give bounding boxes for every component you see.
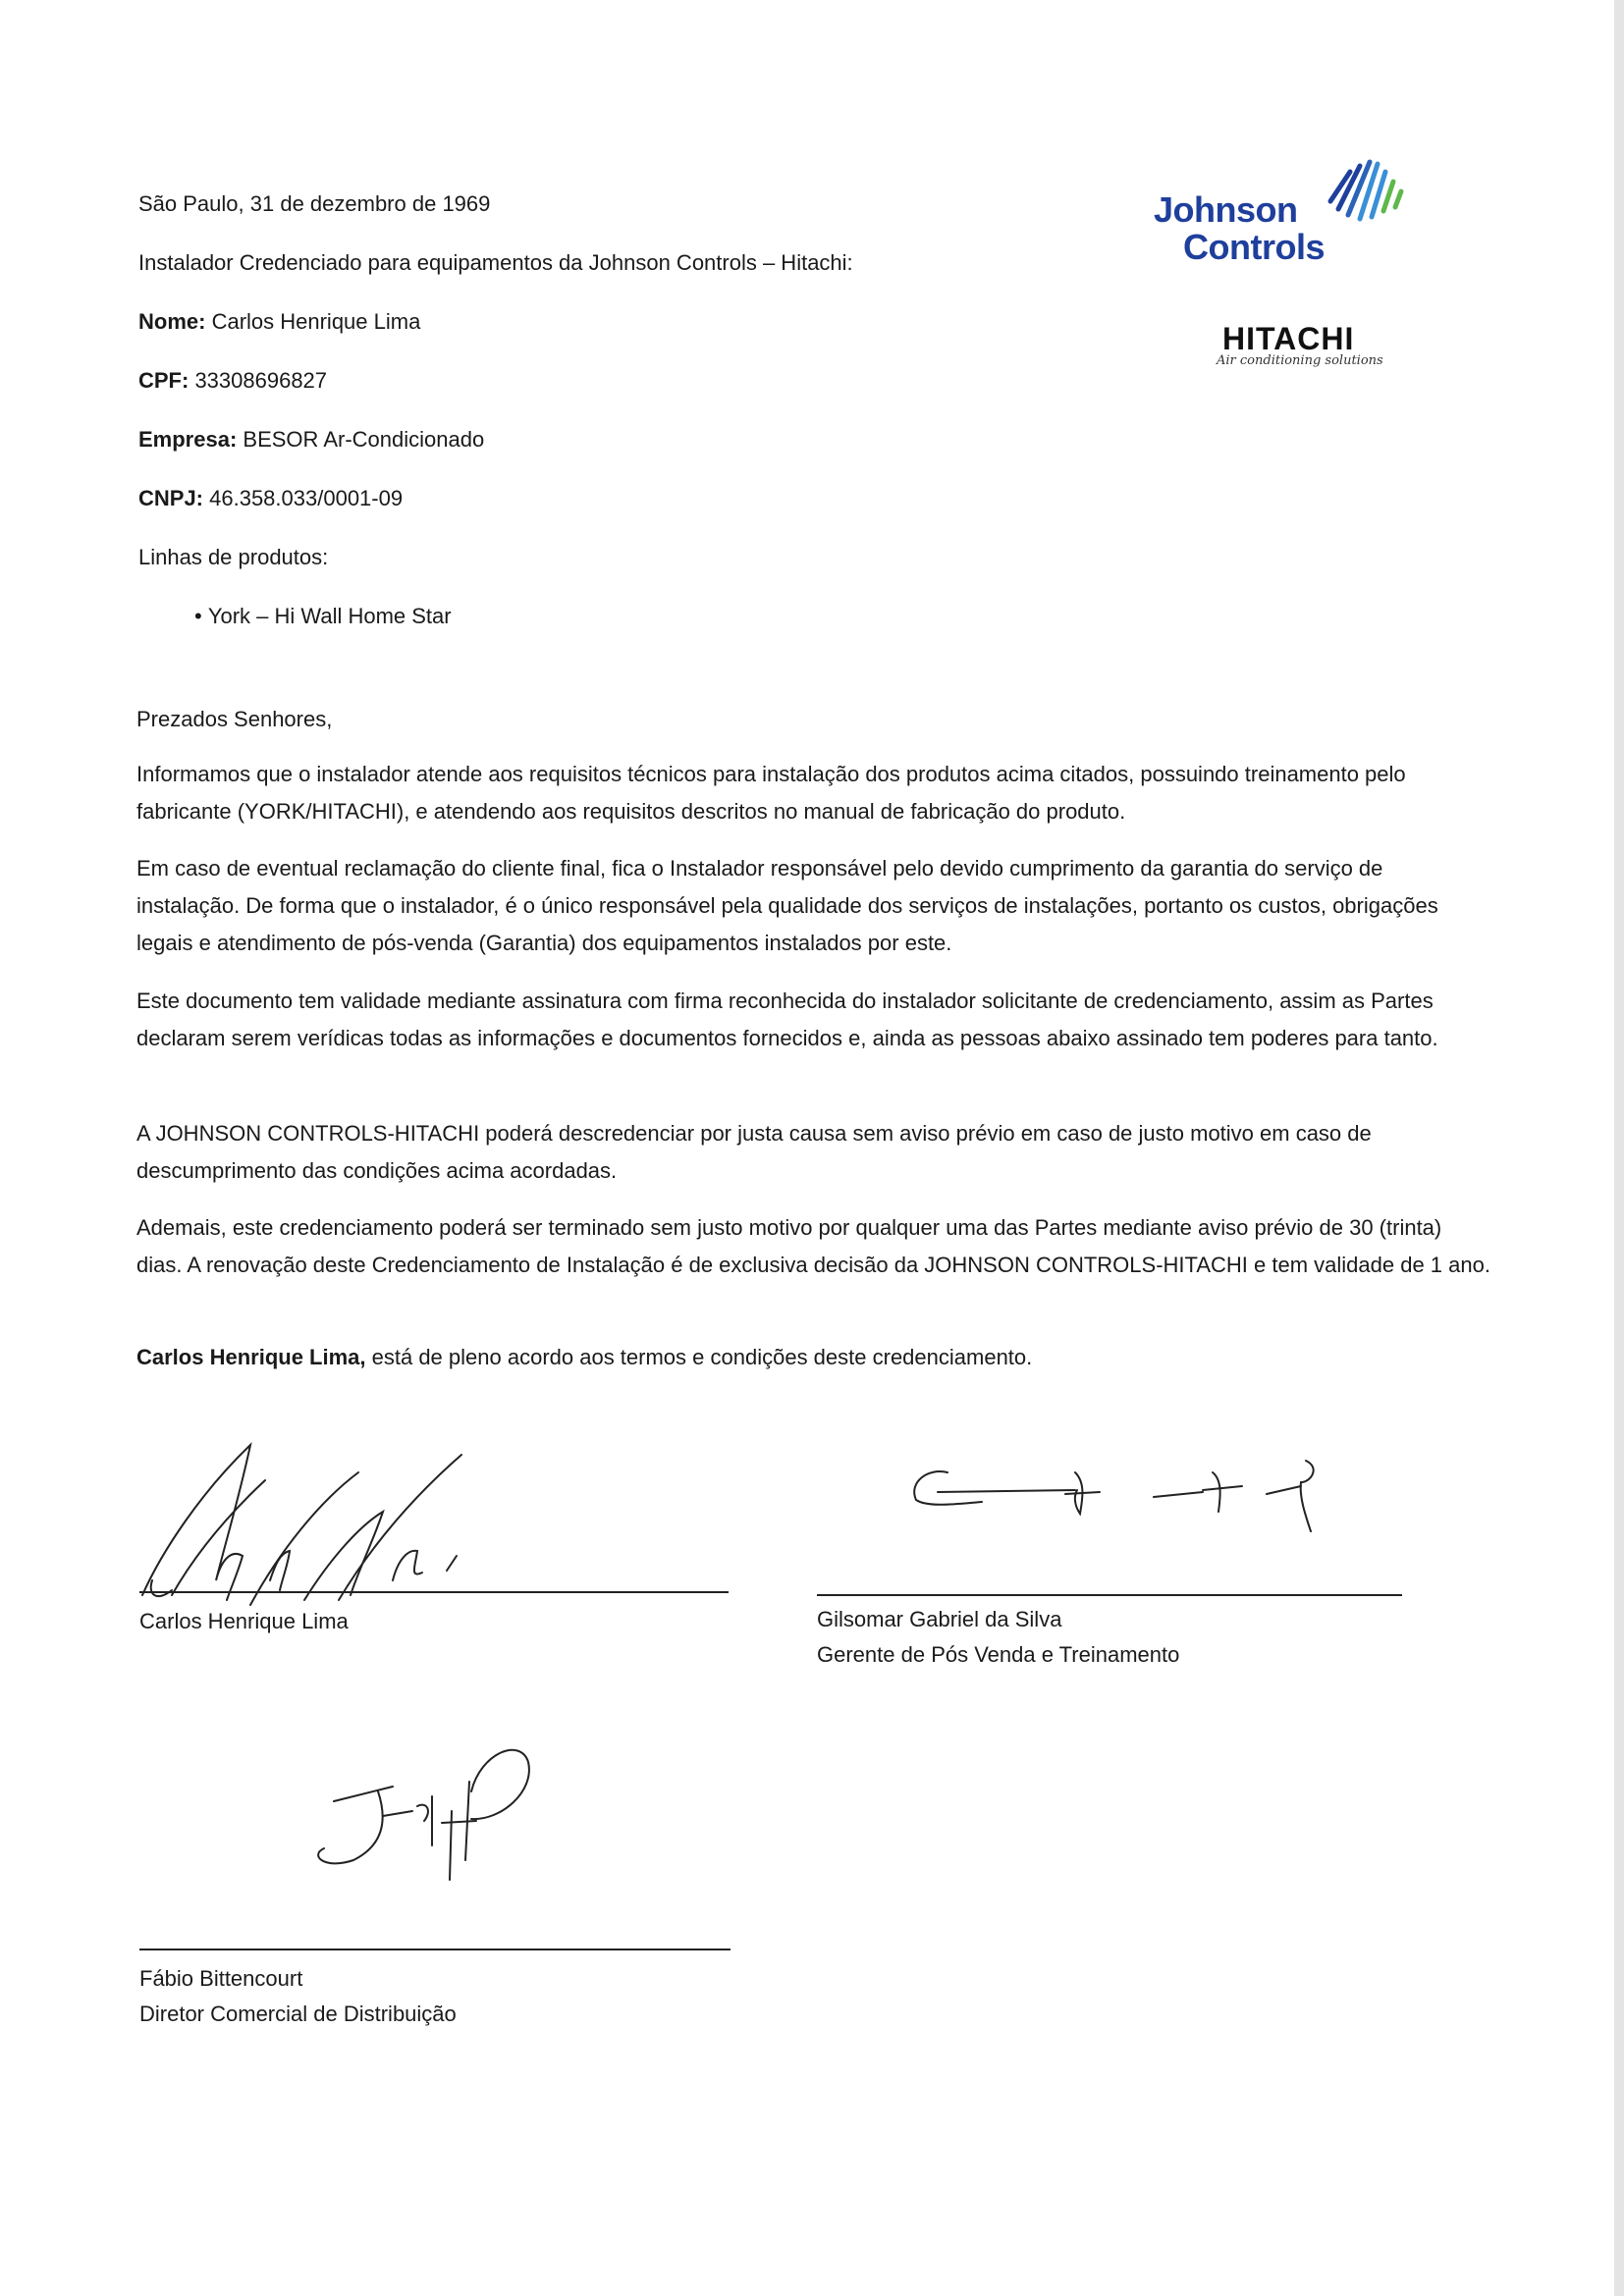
agreement-name: Carlos Henrique Lima, [136,1345,366,1369]
field-cpf [138,366,327,396]
agreement-line [136,1343,1032,1372]
intro-line: Instalador Credenciado para equipamentos da Johnson Controls – Hitachi: [138,250,853,275]
signer-name: Carlos Henrique Lima [139,1609,349,1633]
signature-carlos [133,1433,545,1610]
field-value: Carlos Henrique Lima [205,309,421,334]
signer-role: Diretor Comercial de Distribuição [139,2002,457,2026]
signature-line [139,1949,731,1950]
field-label: Nome: [138,309,206,334]
controls-word: Controls [1183,227,1325,267]
paragraph-text: Informamos que o instalador atende aos requisitos técnicos para instalação dos produtos acima citados, possuindo treinamento pelo fabricante (YORK/HITACHI), e atendendo aos requisitos descritos no manual de fabricação do produto. [136,762,1406,824]
product-line-text: York – Hi Wall Home Star [207,604,452,628]
paragraph-text: Ademais, este credenciamento poderá ser terminado sem justo motivo por qualquer uma das Partes mediante aviso prévio de 30 (trinta) dias. A renovação deste Credenciamento de Instalação é de exclusiva decisão da JOHNSON CONTROLS-HITACHI e tem validade de 1 ano. [136,1215,1490,1277]
signer-role: Gerente de Pós Venda e Treinamento [817,1642,1180,1667]
hitachi-logo [1217,321,1419,368]
field-value: BESOR Ar-Condicionado [237,427,485,452]
field-value: 33308696827 [189,368,328,393]
hitachi-tagline: Air conditioning solutions [1217,353,1383,368]
paragraph-5 [136,1209,1491,1284]
signature-line [139,1591,729,1593]
product-lines-label: Linhas de produtos: [138,545,329,569]
johnson-controls-logo [1154,152,1429,280]
paragraph-2 [136,850,1491,962]
signature-gilsomar [889,1443,1340,1541]
paragraph-text: A JOHNSON CONTROLS-HITACHI poderá descredenciar por justa causa sem aviso prévio em caso de justo motivo em caso de descumprimento das condições acima acordadas. [136,1121,1372,1183]
paragraph-3 [136,983,1491,1057]
bullet-icon: • [194,604,208,628]
field-cnpj [138,484,403,513]
hitachi-wordmark: HITACHI [1222,321,1355,356]
product-line-item [194,602,452,631]
field-label: Empresa: [138,427,238,452]
paragraph-text: Este documento tem validade mediante assinatura com firma reconhecida do instalador solicitante de credenciamento, assim as Partes declaram serem verídicas todas as informações e documentos fornecidos e, ainda as pessoas abaixo assinado tem poderes para tanto. [136,988,1438,1050]
field-nome [138,307,420,337]
field-label: CNPJ: [138,486,204,510]
agreement-text: está de pleno acordo aos termos e condições deste credenciamento. [365,1345,1033,1369]
johnson-controls-mark-icon [1321,152,1419,240]
field-label: CPF: [138,368,189,393]
johnson-controls-wordmark [1154,191,1325,266]
paragraph-text: Em caso de eventual reclamação do cliente final, fica o Instalador responsável pelo devido cumprimento da garantia do serviço de instalação. De forma que o instalador, é o único responsável pela qualidade dos serviços de instalações, portanto os custos, obrigações legais e atendimento de pós-venda (Garantia) dos equipamentos instalados por este. [136,856,1438,955]
paragraph-4 [136,1115,1491,1190]
paragraph-1 [136,756,1491,830]
field-empresa [138,425,484,454]
signer-name: Gilsomar Gabriel da Silva [817,1607,1062,1631]
date-line: São Paulo, 31 de dezembro de 1969 [138,191,491,216]
johnson-word: Johnson [1154,189,1298,230]
signer-name: Fábio Bittencourt [139,1966,303,1991]
greeting: Prezados Senhores, [136,707,333,731]
field-value: 46.358.033/0001-09 [203,486,404,510]
signature-line [817,1594,1402,1596]
signature-fabio [295,1733,550,1909]
